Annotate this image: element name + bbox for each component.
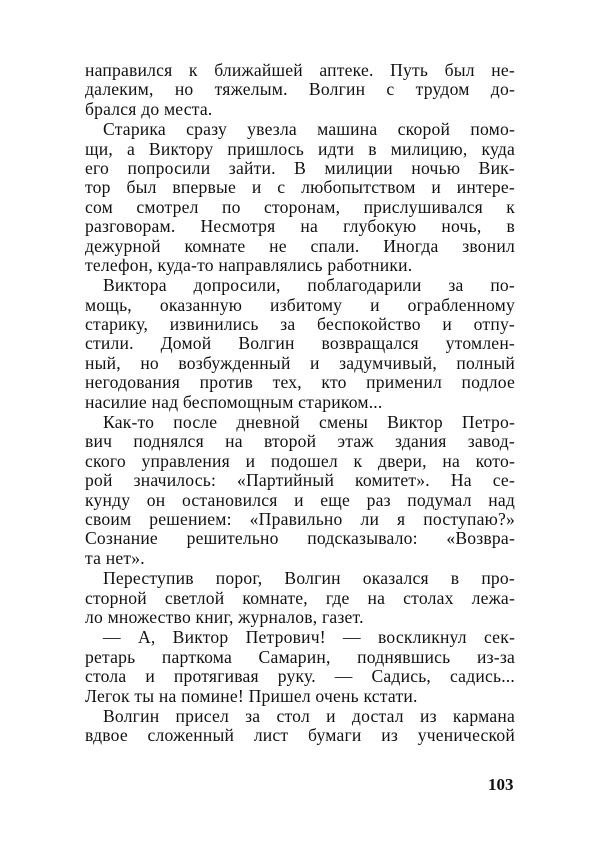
paragraph xyxy=(85,61,515,119)
text-line: та нет». xyxy=(85,547,145,568)
text-line: сом смотрел по сторонам, прислушивался к xyxy=(85,196,515,217)
text-line: Переступив порог, Волгин оказался в про- xyxy=(103,568,515,589)
text-line: вич поднялся на второй этаж здания завод- xyxy=(85,431,515,452)
text-line: ный, но возбужденный и задумчивый, полный xyxy=(85,352,515,373)
text-line: тор был впервые и с любопытством и интере- xyxy=(85,177,515,198)
paragraph xyxy=(85,413,515,568)
text-line: кунду он остановился и еще раз подумал над xyxy=(85,489,515,510)
text-line: насилие над беспомощным стариком... xyxy=(85,391,383,412)
text-line: ло множество книг, журналов, газет. xyxy=(85,606,364,627)
text-line: его попросили зайти. В милиции ночью Вик- xyxy=(85,157,515,178)
text-line: мощь, оказанную избитому и ограбленному xyxy=(85,294,515,315)
text-line: Сознание решительно подсказывало: «Возвра- xyxy=(85,528,515,549)
text-line: стили. Домой Волгин возвращался утомлен- xyxy=(85,333,515,354)
text-line: щи, а Виктору пришлось идти в милицию, куда xyxy=(85,138,515,159)
text-line: вдвое сложенный лист бумаги из ученической xyxy=(85,725,515,746)
text-line: Старика сразу увезла машина скорой помо- xyxy=(103,119,515,140)
paragraph xyxy=(85,569,515,627)
paragraph xyxy=(85,628,515,706)
text-line: своим решением: «Правильно ли я поступаю?» xyxy=(85,508,515,529)
text-line: старику, извинились за беспокойство и отпу- xyxy=(85,314,515,335)
text-line: Волгин присел за стол и достал из кармана xyxy=(103,705,515,726)
text-line: разговорам. Несмотря на глубокую ночь, в xyxy=(85,216,515,237)
text-line: рой значилось: «Партийный комитет». На се- xyxy=(85,470,515,491)
text-line: направился к ближайшей аптеке. Путь был не- xyxy=(85,60,515,80)
text-line: далеким, но тяжелым. Волгин с трудом до- xyxy=(85,79,515,100)
text-line: негодования против тех, кто применил подлое xyxy=(85,372,515,393)
page-body xyxy=(85,61,515,747)
text-line: — А, Виктор Петрович! — воскликнул сек- xyxy=(103,627,515,648)
text-line: телефон, куда-то направлялись работники. xyxy=(85,254,413,275)
text-line: ретарь парткома Самарин, поднявшись из-за xyxy=(85,646,515,667)
text-line: ского управления и подошел к двери, на кото- xyxy=(85,450,515,471)
text-line: дежурной комнате не спали. Иногда звонил xyxy=(85,235,515,256)
text-line: сторной светлой комнате, где на столах лежа- xyxy=(85,587,515,608)
text-line: Легок ты на помине! Пришел очень кстати. xyxy=(85,685,418,706)
paragraph xyxy=(85,707,515,746)
text-line: брался до места. xyxy=(85,98,213,119)
text-line: Виктора допросили, поблагодарили за по- xyxy=(103,275,515,296)
text-line: Как-то после дневной смены Виктор Петро- xyxy=(103,412,515,433)
page-number: 103 xyxy=(488,775,514,794)
paragraph xyxy=(85,276,515,412)
paragraph xyxy=(85,120,515,275)
text-line: стола и протягивая руку. — Садись, садись... xyxy=(85,666,515,687)
